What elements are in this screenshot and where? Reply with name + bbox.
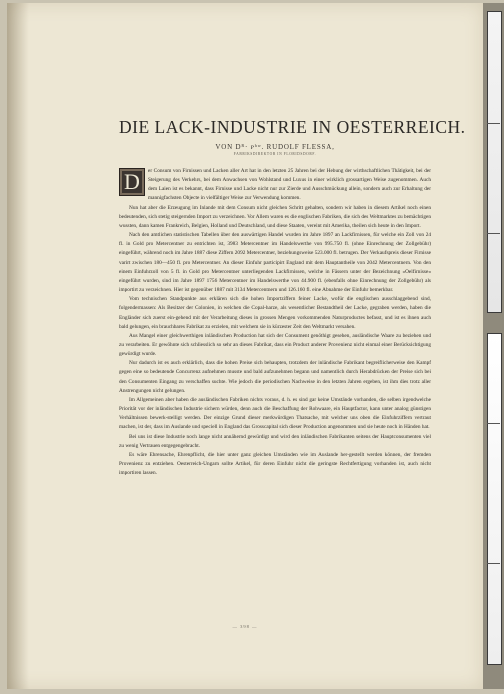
- scan-edge: [483, 3, 504, 689]
- paragraph-text: er Consum von Firnissen und Lacken aller Art hat in den letzten 25 Jahren bei der Hebung der wirthschaftlichen Thätigkeit, bei der Steigerung des Verkehrs, bei dem Anwachsen von Wohlstand und Luxus in einer wirklich grossartigen Weise zugenommen. Auch dem Laien ist es bekannt, dass Firnisse und Lacke nicht nur zur Zierde und Ausschmückung allein, sondern auch zur Erhaltung der mannigfachsten Objecte in vielfältiger Weise zur Verwendung kommen.: [148, 168, 431, 202]
- page-number: — 398 —: [232, 624, 258, 629]
- book-page: [7, 3, 483, 689]
- paragraph: Im Allgemeinen aber haben die ausländischen Fabriken nichts voraus, d. h. es sind gar keine Umstände vorhanden, die selben irgendwelche Priorität vor der inländischen Industrie sichern würden, denn auch die Beschaffung der Rohwaare, ein Hauptfactor, kann unter analog günstigen Verhältnissen bewerk-stelligt werden. Der einzige Grund dieser merkwürdigen Thatsache, mit welcher uns oben die Einfuhrziffern vertraut machen, ist der, dass im Auslande und speciell in England das Grosscapital sich dieser Production angenommen und sie heute noch in Händen hat.: [119, 396, 431, 431]
- article: [119, 117, 466, 478]
- paragraph: Bei uns ist diese Industrie noch lange nicht annähernd gewürdigt und wird den inländischen Fabrikanten seitens der Hauptconsumenten viel zu wenig Vertrauen entgegengebracht.: [119, 433, 431, 449]
- article-body: [119, 167, 431, 478]
- author-role: FABRIKSDIREKTOR IN FLORIDSDORF.: [233, 152, 317, 156]
- paragraph: [119, 167, 431, 204]
- calibration-tick: [487, 423, 500, 424]
- paragraph: Es wäre Ehrensache, Ehrenpflicht, die hier unter ganz gleichen Umständen wie im Auslande her-gestellt werden können, der fremden Provenienz zu entziehen. Oesterreich-Ungarn sollte Artikel, für deren Einfuhr nicht die geringste Rechtfertigung vorhanden ist, auch nicht importiren lassen.: [119, 451, 431, 477]
- calibration-tick: [487, 123, 500, 124]
- calibration-tick: [487, 563, 500, 564]
- paragraph: Nach den amtlichen statistischen Tabellen über den auswärtigen Handel wurden im Jahre 1897 an Lackfirnissen, für welche ein Zoll von 24 fl. in Gold pro Metercentner zu entrichten ist, 3983 Metercentner im Handelswerthe von 995.750 fl. (ohne Einrechnung der Zollgebühr) eingeführt, während noch im Jahre 1887 diese Ziffern 2092 Metercentner, beziehungsweise 523.000 fl. betrugen. Der Verkaufspreis dieser Firnisse varirt zwischen 180—450 fl. pro Metercentner. An dieser Einfuhr participirt England mit dem Hauptantheile von 2042 Metercentnern. Von den einem Einfuhrzoll von 5 fl. in Gold pro Metercentner unterliegenden Lackfirnissen, welche in Fässern unter der Bezeichnung »Oelfirnisse« eingeführt wurden, sind im Jahre 1897 1756 Metercentner im Handelswerthe von 44.900 fl. (ebenfalls ohne Einrechnung der Zollgebühr) als importirt zu verzeichnen. Hier ist gegenüber 1887 mit 3134 Metercentnern und 126.160 fl. eine Abnahme der Einfuhr bemerkbar.: [119, 232, 431, 294]
- calibration-strip-bottom: [487, 333, 502, 665]
- paragraph: Nur dadurch ist es auch erklärlich, dass die hohen Preise sich behaupten, trotzdem der inländische Fabrikant begreiflicherweise den Kampf gegen eine so bedeutende Concurrenz aufnehmen musste und bald aufzunehmen begann und namentlich durch Herabdrücken der Preise sich bei den Consumenten Eingang zu verschaffen suchte. Wie jedoch die periodischen Nachweise in den letzten Jahren ergeben, ist ihm dies trotz aller Anstrengungen nicht gelungen.: [119, 360, 431, 394]
- paragraph: Aus Mangel einer gleichwerthigen inländischen Production hat sich der Consument genöthigt gesehen, ausländische Waare zu beziehen und zu verarbeiten. Er gewöhnte sich schliesslich so sehr an dieses Fabrikat, dass ein Product anderer Provenienz nicht einmal einer Berücksichtigung gewürdigt wurde.: [119, 332, 431, 358]
- article-title: DIE LACK-INDUSTRIE IN OESTERREICH.: [119, 117, 466, 137]
- gutter-shadow: [7, 3, 29, 689]
- calibration-strip-top: [487, 11, 502, 313]
- article-author: VON Dᴿ· ᴘʰʷ. RUDOLF FLESSA,: [215, 143, 335, 151]
- paragraph: Vom technischen Standpunkte aus erklären sich die hohen Importziffern feiner Lacke, wofür die englischen ausschlaggebend sind, folgendermassen: Als Besitzer der Colonien, in welchen die Copal-harze, als wesentlicher Bestandtheil der Lacke, gegraben werden, haben die Engländer sich zuerst ein-gehend mit der Verarbeitung dieses in grossen Mengen vorkommenden Naturproductes befasst, und ist es ihnen auch bald gelungen, ein brauchbares Fabrikat zu erzielen, mit welchem sie in kürzester Zeit den Weltmarkt versahen.: [119, 296, 431, 330]
- paragraph: Nun hat aber die Erzeugung im Inlande mit dem Consum nicht gleichen Schritt gehalten, sondern wir haben in diesem Artikel noch einen bedeutenden, sich stetig steigernden Import zu verzeichnen. Vor Allem waren es die englischen Fabriken, die sich des Weltmarktes zu bemächtigen wussten, dann kamen Frankreich, Belgien, Holland und Deutschland, und diese Staaten, vereint mit Amerika, theilen sich heute in den Import.: [119, 204, 431, 229]
- dropcap-initial: D: [119, 168, 145, 196]
- calibration-tick: [487, 233, 500, 234]
